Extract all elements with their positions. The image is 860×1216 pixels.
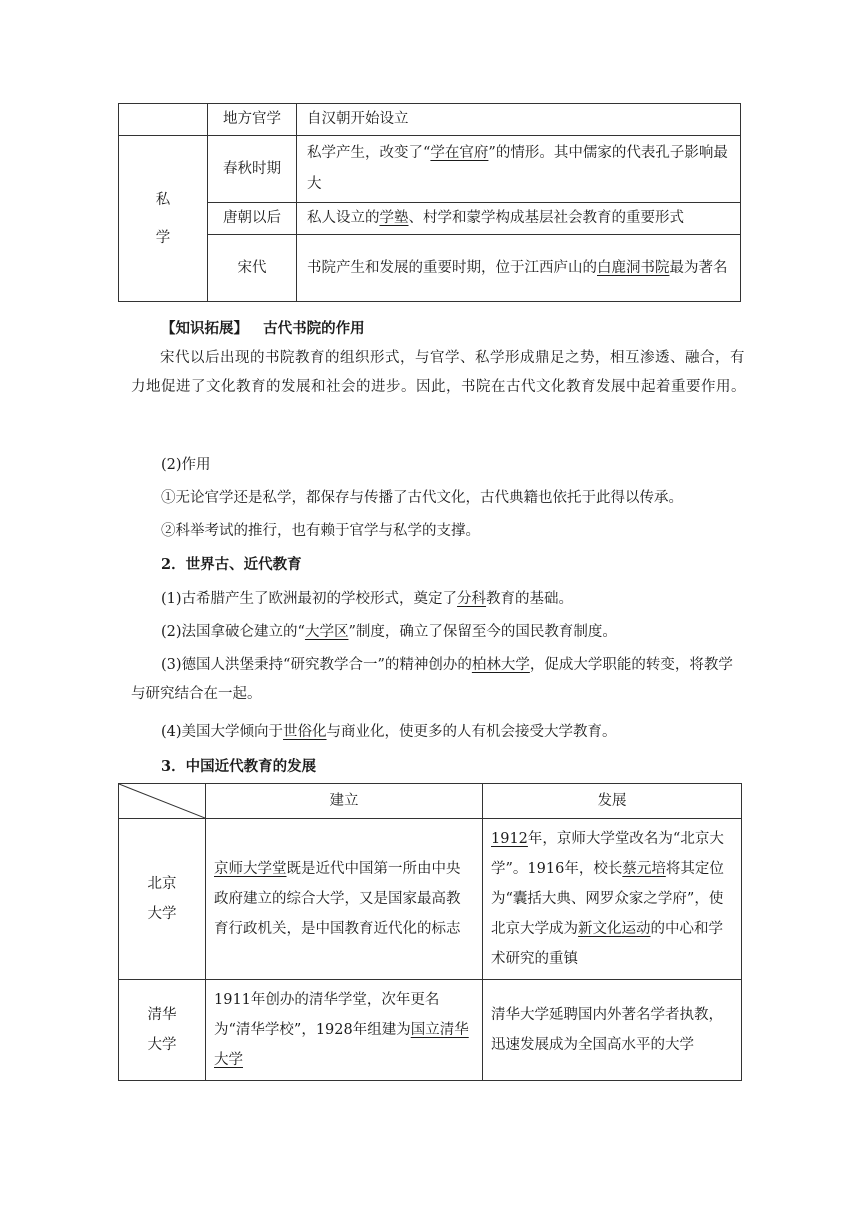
table-cell-empty	[119, 104, 208, 136]
expansion-title: 古代书院的作用	[263, 320, 365, 337]
row-header	[119, 819, 206, 980]
text: (2)法国拿破仑建立的“	[161, 624, 305, 640]
world-item	[161, 622, 781, 642]
diagonal-line	[119, 784, 205, 818]
underlined-term: 蔡元培	[622, 861, 666, 877]
table-cell	[297, 203, 741, 235]
text: ”制度，确立了保留至今的国民教育制度。	[348, 624, 617, 640]
expansion-heading	[161, 319, 781, 339]
underlined-term: 白鹿洞书院	[597, 259, 670, 276]
table-cell: 自汉朝开始设立	[297, 104, 741, 136]
table-row	[119, 235, 741, 302]
table-cell	[206, 819, 483, 980]
table-cell: 清华大学延聘国内外著名学者执教，迅速发展成为全国高水平的大学	[483, 980, 742, 1081]
table-cell	[297, 136, 741, 203]
cell-text: 私人设立的	[307, 210, 380, 226]
table-row	[119, 980, 742, 1081]
text: (1)古希腊产生了欧洲最初的学校形式，奠定了	[161, 591, 458, 607]
underlined-term: 国立清华大学	[214, 1022, 469, 1068]
text: 与商业化，使更多的人有机会接受大学教育。	[326, 724, 617, 740]
row-header-text: 大学	[147, 906, 177, 922]
cell-text: 最为著名	[669, 259, 728, 276]
effects-item: ②科举考试的推行，也有赖于官学与私学的支撑。	[161, 523, 480, 539]
private-school-label	[119, 136, 208, 302]
text: (3)德国人洪堡秉持“研究教学合一”的精神创办的	[161, 657, 472, 673]
table-cell: 春秋时期	[208, 136, 297, 203]
underlined-term: 1912	[491, 831, 528, 847]
text: (4)美国大学倾向于	[161, 724, 284, 740]
row-header-text: 清华	[147, 1007, 177, 1023]
world-item	[161, 589, 781, 609]
table-cell: 唐朝以后	[208, 203, 297, 235]
cell-text: 1911年创办的清华学堂，次年更名为“清华学校”，1928年组建为	[214, 992, 440, 1038]
university-table	[118, 783, 742, 1081]
world-item	[161, 722, 781, 742]
cell-text: 将其定位为“囊括大典、网罗众家之学府”，使北京大学成为	[491, 861, 724, 937]
cell-text: 、村学和蒙学构成基层社会教育的重要形式	[408, 210, 684, 226]
table-cell: 地方官学	[208, 104, 297, 136]
table-cell	[206, 980, 483, 1081]
row-header-text: 大学	[147, 1037, 177, 1053]
table-row	[119, 136, 741, 203]
table-row	[119, 104, 741, 136]
underlined-term: 学塾	[379, 210, 409, 226]
world-item	[131, 651, 746, 709]
cell-text: ”的情形。其中儒家的代表孔子影响最大	[307, 145, 728, 192]
school-table	[118, 103, 741, 302]
section-heading: 2．世界古、近代教育	[161, 556, 302, 573]
expansion-body: 宋代以后出现的书院教育的组织形式，与官学、私学形成鼎足之势，相互渗透、融合，有力地促进了文化教育的发展和社会的进步。因此，书院在古代文化教育发展中起着重要作用。	[131, 350, 746, 395]
underlined-term: 京师大学堂	[214, 861, 287, 877]
table-header-row	[119, 784, 742, 819]
cell-text: 书院产生和发展的重要时期，位于江西庐山的	[307, 259, 597, 276]
row-header	[119, 980, 206, 1081]
expansion-label: 【知识拓展】	[161, 320, 248, 337]
cell-text: 年，京师大学堂改名为“北京大学”。1916年，校长	[491, 831, 724, 877]
cell-text: 私学产生，改变了“	[307, 145, 431, 161]
label-char: 私	[155, 191, 171, 208]
table-cell: 宋代	[208, 235, 297, 302]
underlined-term: 学在官府	[430, 145, 489, 161]
text: 教育的基础。	[486, 591, 574, 607]
column-header: 发展	[483, 784, 742, 819]
table-cell	[483, 819, 742, 980]
underlined-term: 新文化运动	[578, 921, 651, 937]
label-char: 学	[155, 229, 171, 246]
underlined-term: 大学区	[304, 624, 349, 640]
underlined-term: 柏林大学	[471, 657, 530, 673]
underlined-term: 分科	[457, 591, 487, 607]
section-heading: 3．中国近代教育的发展	[161, 758, 317, 775]
column-header: 建立	[206, 784, 483, 819]
row-header-text: 北京	[147, 876, 177, 892]
text: ，促成大学职能的转变，将教学与研究结合在一起。	[131, 657, 733, 702]
diagonal-header-cell	[119, 784, 206, 819]
effects-heading: (2)作用	[161, 457, 211, 473]
table-row	[119, 203, 741, 235]
cell-text: 的中心和学术研究的重镇	[491, 921, 723, 967]
table-row	[119, 819, 742, 980]
table-cell	[297, 235, 741, 302]
effects-item: ①无论官学还是私学，都保存与传播了古代文化，古代典籍也依托于此得以传承。	[161, 490, 683, 506]
cell-text: 既是近代中国第一所由中央政府建立的综合大学，又是国家最高教育行政机关，是中国教育近代化的标志	[214, 861, 461, 937]
underlined-term: 世俗化	[283, 724, 327, 740]
